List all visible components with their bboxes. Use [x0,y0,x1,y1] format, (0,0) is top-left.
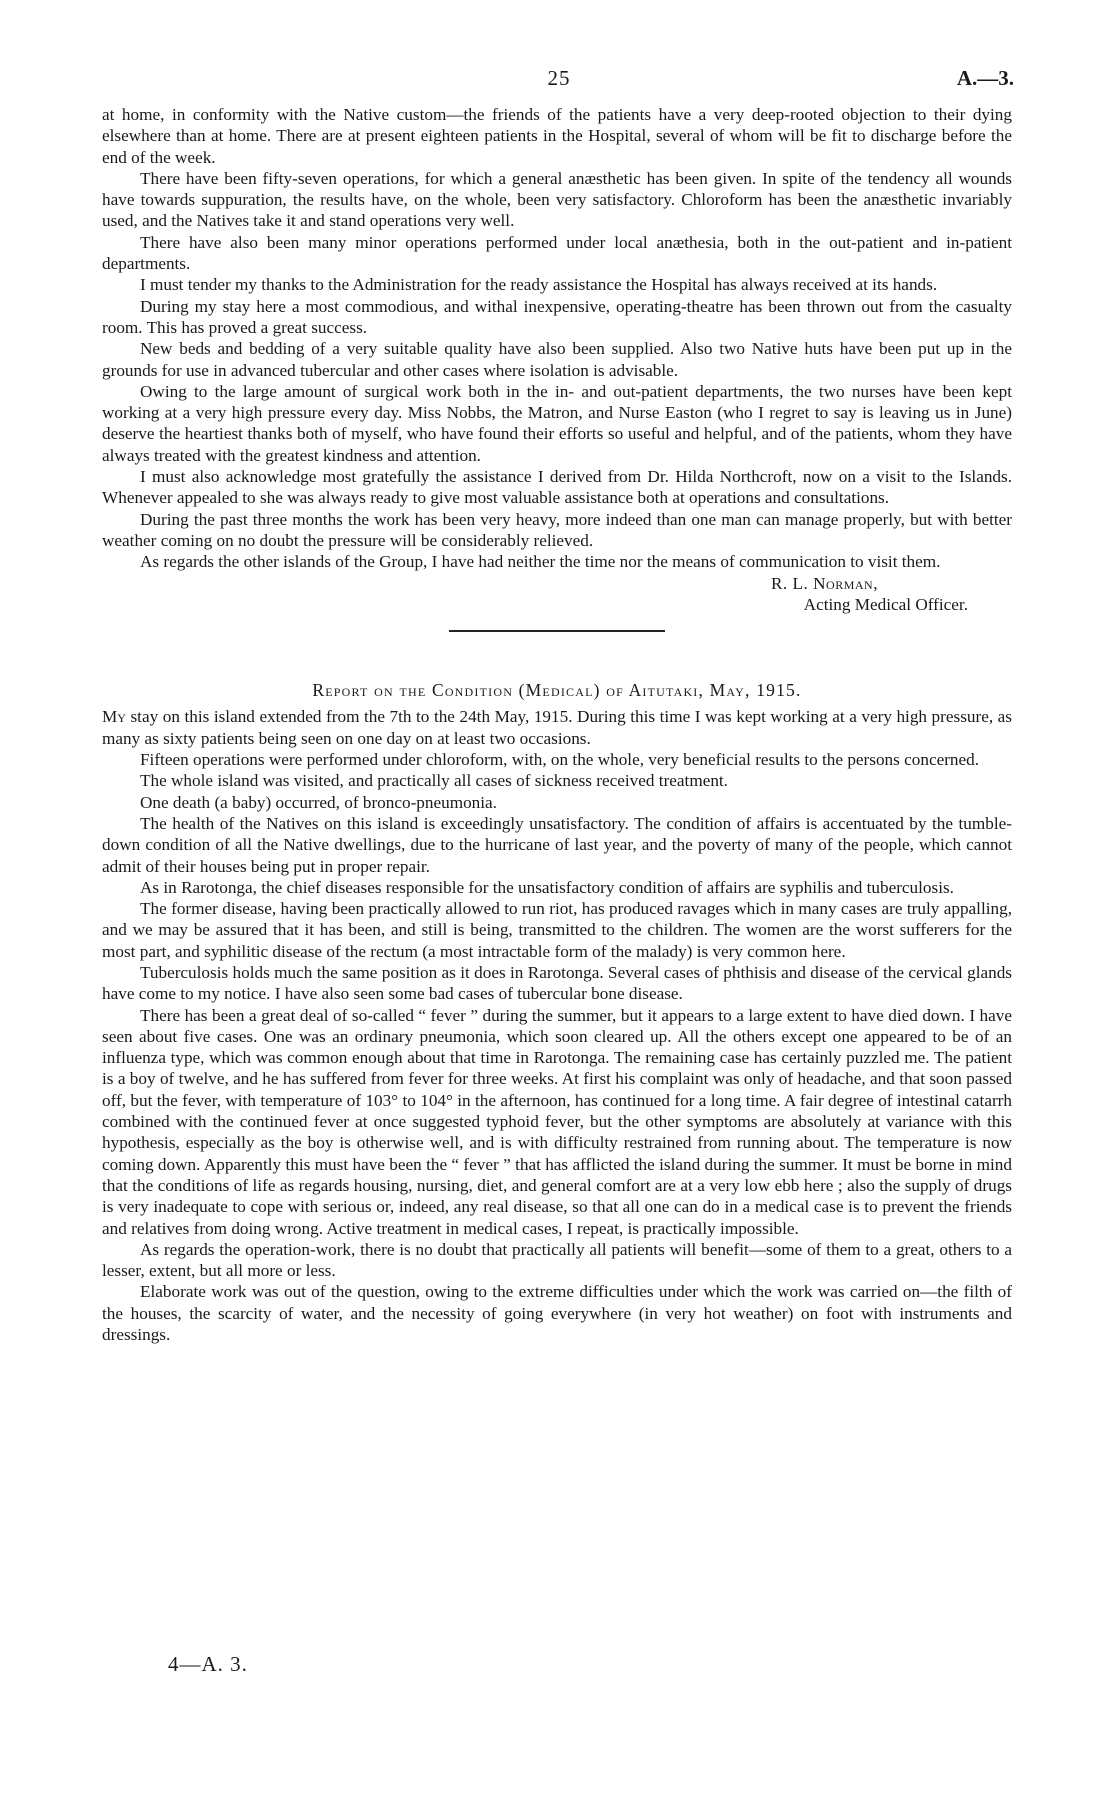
paragraph: As regards the other islands of the Group, I have had neither the time nor the means of communication to visit them. [140,552,941,572]
opening-text: stay on this island extended from the 7th to the 24th May, 1915. During this time I was kept working at a very high pressure, as many as sixty patients being seen on one day on at least two occasions. [102,707,1012,748]
document-body [102,104,1012,1345]
paragraph: During the past three months the work has been very heavy, more indeed than one man can manage properly, but with better weather coming on no doubt the pressure will be considerably relieved. [102,509,1012,550]
paragraph: Fifteen operations were performed under chloroform, with, on the whole, very beneficial results to the persons concerned. [140,750,980,770]
report-opening-paragraph [102,706,1012,749]
section-divider [449,630,665,632]
paragraph: During my stay here a most commodious, and withal inexpensive, operating-theatre has been thrown out from the casualty room. This has proved a great success. [102,296,1012,337]
paragraph: There have also been many minor operations performed under local anæthesia, both in the out-patient and in-patient departments. [102,232,1012,274]
opening-lead-words: My [102,707,126,727]
signature-name: R. L. Norman, [770,573,878,593]
paragraph: There has been a great deal of so-called “ fever ” during the summer, but it appears to a large extent to have died down. I have seen about five cases. One was an ordinary pneumonia, which soon cleared up. All the others except one appeared to be of an influenza type, which was common enough about that time in Rarotonga. The remaining case has certainly puzzled me. The patient is a boy of twelve, and he has suffered from fever for three weeks. At first his complaint was only of headache, and that soon passed off, but the fever, with temperature of 103° to 104° in the afternoon, has continued for a long time. A fair degree of intestinal catarrh combined with the continued fever at once suggested typhoid fever, but the other symptoms are absolutely at variance with this hypothesis, especially as the boy is otherwise well, and is with difficulty restrained from running about. The temperature is now coming down. Apparently this must have been the “ fever ” that has afflicted the island during the summer. It must be borne in mind that the conditions of life as regards housing, nursing, diet, and general comfort are at a very low ebb here ; also the supply of drugs is very inadequate to cope with serious or, indeed, any real disease, so that all one can do in a medical case is to prevent the friends and relatives from doing wrong. Active treatment in medical cases, I repeat, is practically impossible. [102,1005,1012,1238]
paragraph: One death (a baby) occurred, of bronco-pneumonia. [140,792,497,812]
signature-title: Acting Medical Officer. [803,594,968,614]
paragraph: As in Rarotonga, the chief diseases responsible for the unsatisfactory condition of affairs are syphilis and tuberculosis. [140,877,954,897]
document-reference: A.—3. [956,66,1014,90]
page-number: 25 [547,66,571,90]
paragraph: I must tender my thanks to the Administration for the ready assistance the Hospital has always received at its hands. [140,275,938,295]
paragraph: There have been fifty-seven operations, for which a general anæsthetic has been given. In spite of the tendency all wounds have towards suppuration, the results have, on the whole, been very satisfactory. Chloroform has been the anæsthetic invariably used, and the Natives take it and stand operations very well. [102,168,1012,231]
page-header [104,66,1014,96]
report-heading: Report on the Condition (Medical) of Aitutaki, May, 1915. [312,680,802,701]
paragraph: Tuberculosis holds much the same position as it does in Rarotonga. Several cases of phthisis and disease of the cervical glands have come to my notice. I have also seen some bad cases of tubercular bone disease. [102,962,1012,1004]
paragraph-continued: at home, in conformity with the Native custom—the friends of the patients have a very deep-rooted objection to their dying elsewhere than at home. There are at present eighteen patients in the Hospital, several of whom will be fit to discharge before the end of the week. [102,105,1012,167]
paragraph: The former disease, having been practically allowed to run riot, has produced ravages which in many cases are truly appalling, and we may be assured that it has been, and still is being, transmitted to the children. The women are the worst sufferers for the most part, and syphilitic disease of the rectum (a most intractable form of the malady) is very common here. [102,899,1012,961]
paragraph: The whole island was visited, and practically all cases of sickness received treatment. [140,771,728,791]
signature-block [102,573,1012,616]
paragraph: As regards the operation-work, there is no doubt that practically all patients will benefit—some of them to a great, others to a lesser, extent, but all more or less. [102,1239,1012,1281]
sheet-mark: 4—A. 3. [168,1652,248,1676]
paragraph: New beds and bedding of a very suitable quality have also been supplied. Also two Native huts have been put up in the grounds for use in advanced tubercular and other cases where isolation is advisable. [102,339,1012,380]
paragraph: The health of the Natives on this island is exceedingly unsatisfactory. The condition of affairs is accentuated by the tumble-down condition of all the Native dwellings, due to the hurricane of last year, and the poverty of many of the people, which cannot admit of their houses being put in proper repair. [102,813,1012,876]
paragraph: I must also acknowledge most gratefully the assistance I derived from Dr. Hilda Northcroft, now on a visit to the Islands. Whenever appealed to she was always ready to give most valuable assistance both at operations and consultations. [102,467,1012,508]
paragraph: Elaborate work was out of the question, owing to the extreme difficulties under which the work was carried on—the filth of the houses, the scarcity of water, and the necessity of going everywhere (in very hot weather) on foot with instruments and dressings. [102,1282,1012,1345]
paragraph: Owing to the large amount of surgical work both in the in- and out-patient departments, the two nurses have been kept working at a very high pressure every day. Miss Nobbs, the Matron, and Nurse Easton (who I regret to say is leaving us in June) deserve the heartiest thanks both of myself, who have found their efforts so useful and helpful, and of the patients, whom they have always treated with the greatest kindness and attention. [102,381,1012,465]
